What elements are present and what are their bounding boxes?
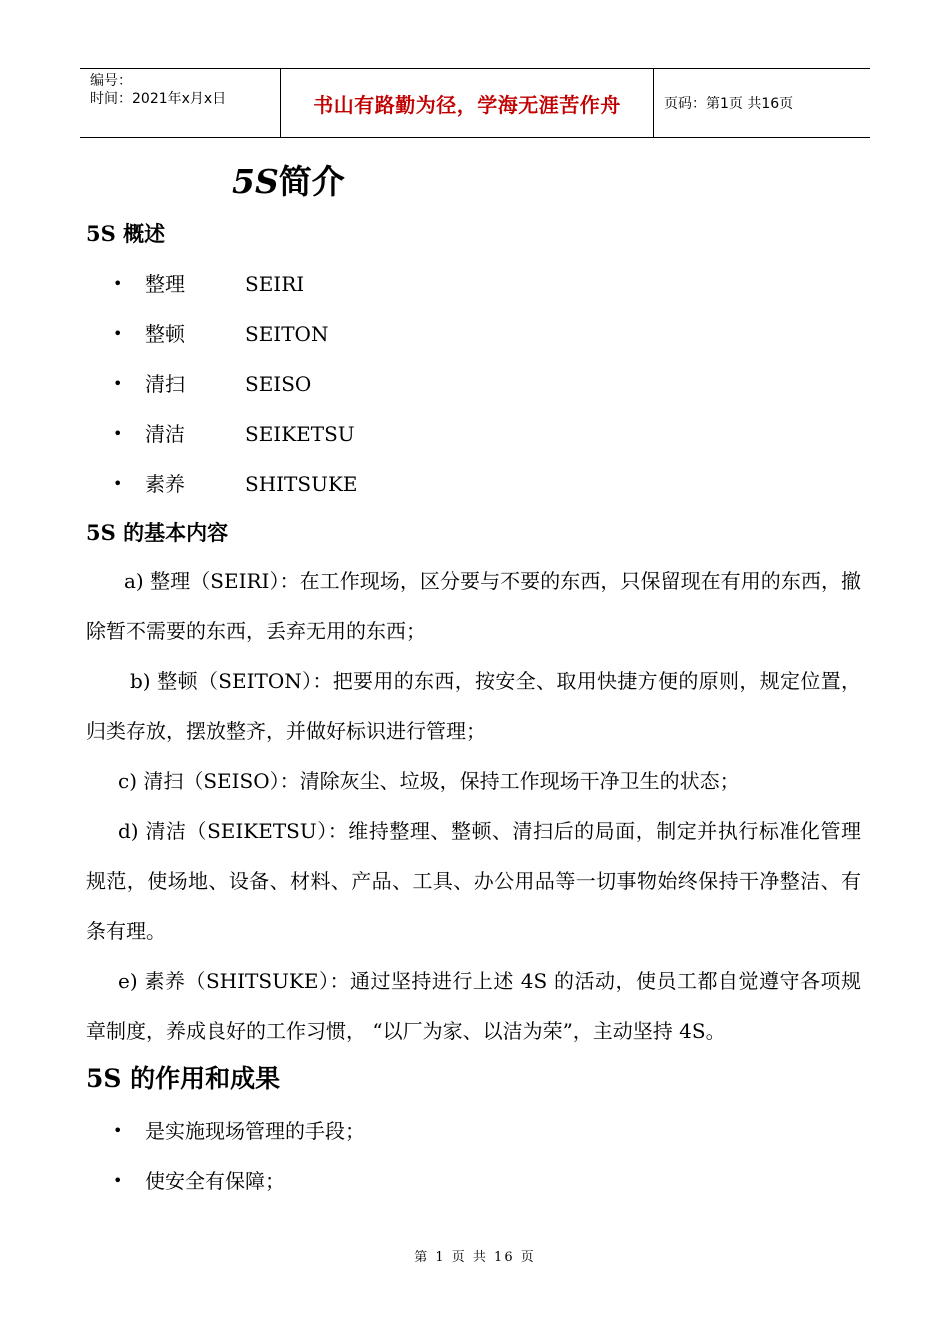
bullet-icon: • bbox=[113, 1171, 123, 1190]
paragraph-shitsuke: e) 素养（SHITSUKE）：通过坚持进行上述 4S 的活动，使员工都自觉遵守各项规章制度，养成良好的工作习惯， “以厂为家、以洁为荣”，主动坚持 4S。 bbox=[86, 969, 861, 1043]
document-title bbox=[232, 160, 345, 204]
header-motto: 书山有路勤为径，学海无涯苦作舟 bbox=[281, 69, 654, 137]
header-page-info: 页码：第1页 共16页 bbox=[664, 96, 794, 112]
title-prefix: 5S bbox=[232, 162, 279, 201]
page-header bbox=[80, 68, 870, 138]
paragraph-seiketsu: d) 清洁（SEIKETSU）：维持整理、整顿、清扫后的局面，制定并执行标准化管理规范，使场地、设备、材料、产品、工具、办公用品等一切事物始终保持干净整洁、有条有理。 bbox=[86, 819, 861, 943]
list-item: • 素养 SHITSUKE bbox=[113, 472, 358, 496]
list-item: • 清洁 SEIKETSU bbox=[113, 422, 355, 446]
bullet-icon: • bbox=[113, 1121, 123, 1140]
bullet-icon: • bbox=[113, 274, 123, 293]
bullet-icon: • bbox=[113, 374, 123, 393]
bullet-icon: • bbox=[113, 424, 123, 443]
paragraph-seiso: c) 清扫（SEISO）：清除灰尘、垃圾，保持工作现场干净卫生的状态； bbox=[118, 769, 740, 793]
list-item: • 是实施现场管理的手段； bbox=[113, 1119, 365, 1143]
page-footer: 第 1 页 共 16 页 bbox=[414, 1250, 536, 1265]
bullet-icon: • bbox=[113, 324, 123, 343]
section-heading-content: 5S 的基本内容 bbox=[86, 520, 229, 545]
section-heading-results: 5S 的作用和成果 bbox=[86, 1064, 281, 1093]
time-label: 时间：2021年x月x日 bbox=[90, 91, 227, 107]
list-item: • 整顿 SEITON bbox=[113, 322, 329, 346]
bullet-icon: • bbox=[113, 474, 123, 493]
title-text: 简介 bbox=[278, 162, 345, 201]
header-meta bbox=[80, 69, 281, 137]
paragraph-seiton: b) 整顿（SEITON）：把要用的东西，按安全、取用快捷方便的原则，规定位置，归类存放，摆放整齐，并做好标识进行管理； bbox=[86, 669, 861, 743]
list-item: • 清扫 SEISO bbox=[113, 372, 312, 396]
list-item: • 使安全有保障； bbox=[113, 1169, 285, 1193]
paragraph-seiri: a) 整理（SEIRI）：在工作现场，区分要与不要的东西，只保留现在有用的东西，撤除暂不需要的东西，丢弃无用的东西； bbox=[86, 569, 861, 643]
number-label: 编号： bbox=[90, 73, 132, 89]
section-heading-overview: 5S 概述 bbox=[86, 221, 166, 246]
list-item: • 整理 SEIRI bbox=[113, 272, 305, 296]
